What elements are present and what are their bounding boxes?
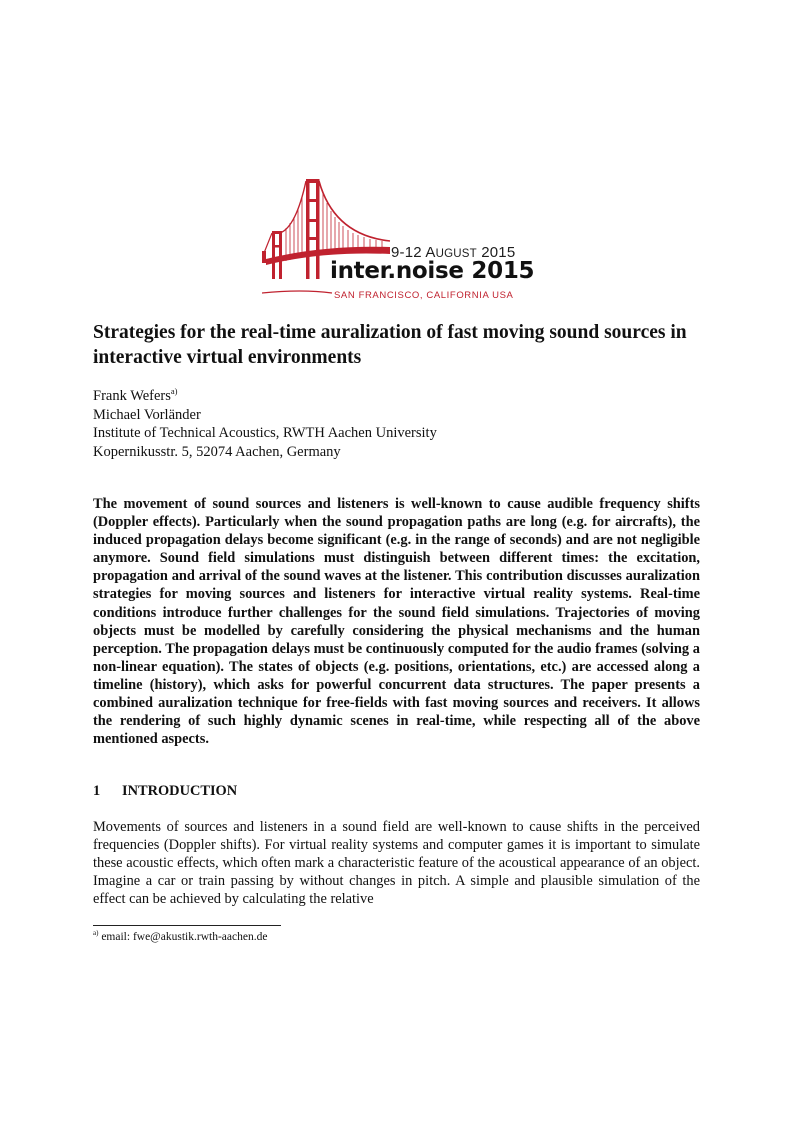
conference-logo bbox=[262, 175, 542, 307]
address: Kopernikusstr. 5, 52074 Aachen, Germany bbox=[93, 443, 341, 460]
conference-location: SAN FRANCISCO, CALIFORNIA USA bbox=[334, 290, 514, 301]
footnote bbox=[93, 931, 267, 943]
author-2: Michael Vorländer bbox=[93, 406, 201, 423]
section-title: INTRODUCTION bbox=[122, 783, 238, 799]
paper-title: Strategies for the real-time auralization of fast moving sound sources in interactive virtual environments bbox=[93, 322, 687, 368]
intro-paragraph: Movements of sources and listeners in a sound field are well-known to cause shifts in the perceived frequencies (Doppler shifts). For virtual reality systems and computer games it is important to simulate these acoustic effects, which often mark a characteristic feature of the acoustical appearance of an object. Imagine a car or train passing by without changes in pitch. A simple and plausible simulation of the effect can be achieved by calculating the relative bbox=[93, 819, 700, 908]
conference-date: 9-12 AUGUST 2015 bbox=[391, 244, 516, 261]
footnote-mark: a) bbox=[93, 929, 99, 937]
footnote-text: email: fwe@akustik.rwth-aachen.de bbox=[98, 931, 268, 943]
footnote-divider bbox=[93, 925, 281, 926]
author-1: Frank Wefers$^{a)}$ bbox=[93, 386, 178, 404]
author-block bbox=[93, 387, 437, 461]
section-heading bbox=[93, 783, 237, 800]
section-number: 1 bbox=[93, 783, 101, 799]
conference-name: inter.noise 2015 bbox=[330, 258, 535, 284]
golden-gate-bridge-icon bbox=[262, 175, 542, 307]
abstract: The movement of sound sources and listeners is well-known to cause audible frequency shifts (Doppler effects). Particularly when the sound propagation paths are long (e.g. for aircrafts), the induced propagation delays become significant (e.g. in the range of seconds) and are not negligible anymore. Sound field simulations must distinguish between different times: the excitation, propagation and arrival of the sound waves at the listener. This contribution discusses auralization strategies for moving sources and listeners for interactive virtual reality systems. Real-time conditions introduce further challenges for the sound field simulations. Trajectories of moving objects must be modelled by carefully considering the physical mechanisms and the human perception. The propagation delays must be continuously computed for the audio frames (solving a non-linear equation). The states of objects (e.g. positions, orientations, etc.) are accessed along a timeline (history), which asks for powerful concurrent data structures. The paper presents a combined auralization technique for free-fields with fast moving sources and receivers. It allows the rendering of such highly dynamic scenes in real-time, while respecting all of the above mentioned aspects. bbox=[93, 496, 700, 748]
affiliation: Institute of Technical Acoustics, RWTH Aachen University bbox=[93, 425, 437, 441]
author-footnote-mark: a) bbox=[170, 386, 178, 396]
